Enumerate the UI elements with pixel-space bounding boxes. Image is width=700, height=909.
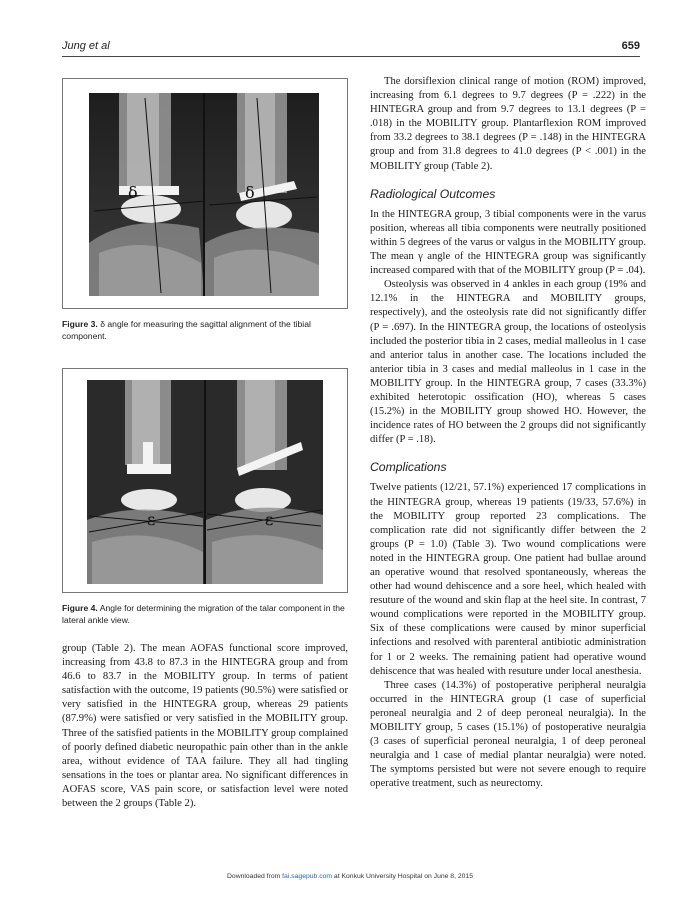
heading-complications: Complications: [370, 460, 447, 475]
running-header-author: Jung et al: [62, 40, 110, 52]
figure-3-caption-text: δ angle for measuring the sagittal alignment of the tibial component.: [62, 319, 311, 341]
figure-3: [62, 78, 348, 309]
paragraph-range-of-motion: The dorsiflexion clinical range of motion (ROM) improved, increasing from 6.1 degrees to 9.7 degrees (P = .222) in the HINTEGRA group and from 9.7 degrees to 13.1 degrees (P = .018) in the MOBILITY group. Plantarflexion ROM improved from 33.2 degrees to 38.1 degrees (P = .148) in the HINTEGRA group and from 31.8 degrees to 41.0 degrees (P < .001) in the MOBILITY group (Table 2).: [370, 76, 646, 172]
footer-prefix: Downloaded from: [227, 873, 283, 880]
figure-4-caption-label: Figure 4.: [62, 603, 98, 613]
heading-radiological-outcomes: Radiological Outcomes: [370, 186, 496, 201]
figure-4-xray-image: [87, 380, 323, 584]
figure-4-caption: [62, 602, 348, 626]
download-footer: [0, 873, 700, 880]
left-column: [62, 642, 348, 811]
page-number: 659: [621, 40, 640, 52]
figure-3-radiograph: [89, 93, 319, 296]
paragraph-complications-1: Twelve patients (12/21, 57.1%) experienced 17 complications in the HINTEGRA group, whereas 19 patients (19/33, 57.6%) in the MOBILITY group reported 23 complications. The complication rate did not significantly differ between the 2 groups (P = 1.0) (Table 3). Two wound complications were noted in the HINTEGRA group. One patient had bullae around an operative wound that resolved spontaneously, whereas the other had wound dehiscence and a sore heel, which healed with resuture of the wound and skin flap at the heel site. In contrast, 7 wound complications were reported in the MOBILITY group. Six of these complications were caused by minor superficial infections and resolved with parenteral antibiotic administration for 1 or 2 weeks. The remaining patient had operative wound dehiscence that was healed with resuture under local anesthesia.: [370, 482, 646, 677]
epsilon-angle-label-left: ε: [147, 510, 156, 529]
figure-4-caption-text: Angle for determining the migration of the talar component in the lateral ankle view.: [62, 603, 345, 625]
delta-angle-label-right: δ: [245, 183, 255, 202]
figure-3-xray-image: [89, 93, 319, 296]
paragraph-radiological-1: In the HINTEGRA group, 3 tibial components were in the varus position, whereas all tibia components were neutrally positioned within 5 degrees of the varus or valgus in the MOBILITY group. The mean γ angle of the HINTEGRA group was significantly increased compared with that of the MOBILITY group (P = .04).: [370, 208, 646, 277]
delta-angle-label-left: δ: [128, 183, 138, 202]
figure-3-caption-label: Figure 3.: [62, 319, 98, 329]
figure-4-radiograph: [87, 380, 323, 584]
epsilon-angle-label-right: ε: [265, 510, 274, 529]
header-rule: [62, 56, 640, 57]
figure-4: [62, 368, 348, 593]
paragraph-aofas-outcomes: group (Table 2). The mean AOFAS functional score improved, increasing from 43.8 to 87.3 in the HINTEGRA group and from 46.6 to 83.7 in the MOBILITY group. In terms of patient satisfaction with the outcome, 19 patients (90.5%) were satisfied or very satisfied in the HINTEGRA group, whereas 29 patients (87.9%) were satisfied or very satisfied in the MOBILITY group. Three of the satisfied patients in the MOBILITY group complained of poorly defined diabetic neuropathic pain other than in the ankle area, without evidence of TAA failure. They all had tingling sensations in the toes or plantar area. No significant differences in AOFAS score, VAS pain score, or satisfaction level were noted between the 2 groups (Table 2).: [62, 643, 348, 810]
footer-suffix: at Konkuk University Hospital on June 8, 2015: [332, 873, 473, 880]
footer-link[interactable]: fai.sagepub.com: [282, 873, 333, 880]
right-column: [370, 75, 646, 792]
paragraph-radiological-2: Osteolysis was observed in 4 ankles in each group (19% and 12.1% in the HINTEGRA and MOBILITY groups, respectively), and the osteolysis rate did not significantly differ (P = .697). In the HINTEGRA group, the locations of osteolysis included the posterior tibia in 2 cases, medial malleolus in 1 case and anterior talus in another case. The locations included the anterior tibia in 3 cases and medial malleolus in 1 case in the MOBILITY group. In the HINTEGRA group, 7 cases (33.3%) exhibited heterotopic ossification (HO), whereas 5 cases (15.2%) in the MOBILITY group showed HO. However, the incidence rates of HO between the 2 groups did not significantly differ (P = .18).: [370, 279, 646, 446]
figure-3-caption: [62, 318, 348, 342]
paragraph-complications-2: Three cases (14.3%) of postoperative peripheral neuralgia occurred in the HINTEGRA group (1 case of superficial peroneal neuralgia and 2 of deep peroneal neuralgia). In the MOBILITY group, 5 cases (15.1%) of postoperative neuralgia (3 cases of superficial peroneal neuralgia, 1 of deep peroneal neuralgia and 1 case of medial plantar neuralgia) were noted. The symptoms persisted but were not severe enough to require operative treatment, such as neurectomy.: [370, 679, 646, 790]
